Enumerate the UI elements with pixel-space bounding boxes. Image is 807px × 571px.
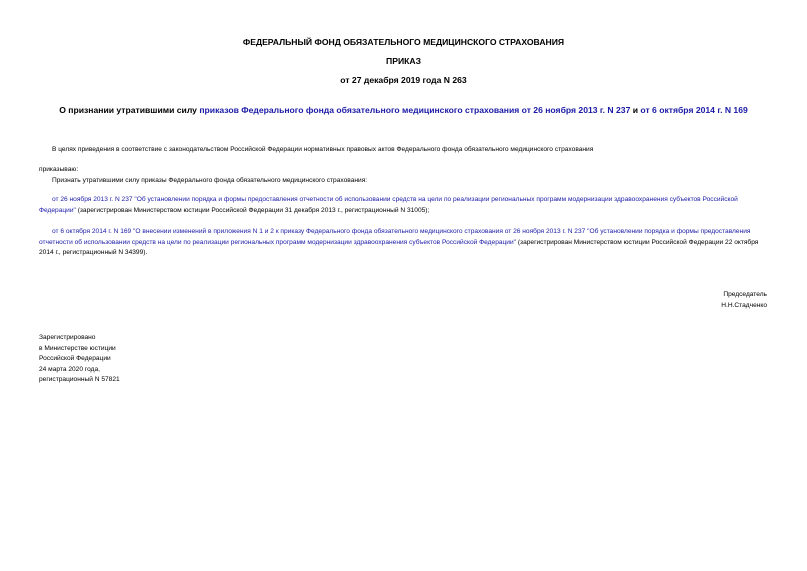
item2-registration-text: (зарегистрирован Министерством юстиции Российской Федерации 22 октября 2014 г., регистрационный N 34399).: [39, 238, 759, 256]
title-link-order-169[interactable]: от 6 октября 2014 г. N 169: [640, 105, 748, 115]
item1-registration-text: (зарегистрирован Министерством юстиции Российской Федерации 31 декабря 2013 г., регистрационный N 31005);: [75, 206, 430, 214]
title-middle: и: [630, 105, 641, 115]
order-word: приказываю:: [39, 166, 79, 173]
declare-paragraph: Признать утратившими силу приказы Федерального фонда обязательного медицинского страхования:: [52, 177, 368, 184]
title-prefix: О признании утратившими силу: [59, 105, 200, 115]
registration-line-5: регистрационный N 57821: [39, 376, 120, 383]
document-date-number: от 27 декабря 2019 года N 263: [340, 75, 467, 85]
registration-line-3: Российской Федерации: [39, 355, 111, 362]
link-order-169[interactable]: от 6 октября 2014 г. N 169 "О внесении изменений в приложения N 1 и 2 к приказу Федерального фонда обязательного медицинского страхования от 26 ноября 2013 г. N 237 "Об установлении порядка и формы предоставления отчетности об использовании средств на цели по реализации региональных программ модернизации здравоохранения субъектов Российской Федерации": [39, 228, 751, 246]
link-order-237[interactable]: от 26 ноября 2013 г. N 237 "Об установлении порядка и формы предоставления отчетности об использовании средств на цели по реализации региональных программ модернизации здравоохранения субъектов Российской Федерации": [39, 196, 738, 214]
document-title: [0, 105, 807, 115]
registration-line-2: в Министерстве юстиции: [39, 344, 116, 352]
list-item-order-237: [39, 195, 768, 216]
registration-block: [39, 333, 120, 386]
intro-paragraph: В целях приведения в соответствие с законодательством Российской Федерации нормативных правовых актов Федерального фонда обязательного медицинского страхования: [52, 146, 594, 153]
signature-block: [721, 290, 767, 311]
title-link-order-237[interactable]: приказов Федерального фонда обязательного медицинского страхования от 26 ноября 2013 г. N 237: [199, 105, 631, 115]
signature-name: Н.Н.Стадченко: [721, 301, 767, 309]
organization-heading: ФЕДЕРАЛЬНЫЙ ФОНД ОБЯЗАТЕЛЬНОГО МЕДИЦИНСКОГО СТРАХОВАНИЯ: [242, 37, 565, 47]
list-item-order-169: [39, 227, 768, 259]
document-type-heading: ПРИКАЗ: [386, 56, 421, 66]
registration-line-1: Зарегистрировано: [39, 334, 96, 341]
signature-position: Председатель: [723, 291, 767, 298]
registration-line-4: 24 марта 2020 года,: [39, 365, 100, 373]
